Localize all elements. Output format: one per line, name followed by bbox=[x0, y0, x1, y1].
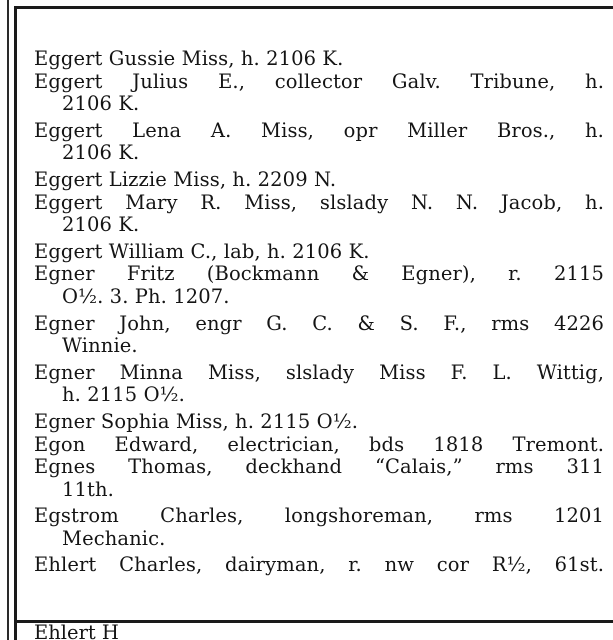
entry-line: Ehlert Charles, dairyman, r. nw cor R½, 61st. bbox=[34, 553, 604, 577]
entry-line: Eggert William C., lab, h. 2106 K. bbox=[34, 239, 370, 263]
entry-continuation: O½. 3. Ph. 1207. bbox=[62, 284, 230, 308]
directory-entry bbox=[34, 505, 604, 550]
entry-line: Egon Edward, electrician, bds 1818 Tremont. bbox=[34, 432, 604, 456]
entry-continuation: 2106 K. bbox=[62, 92, 140, 116]
directory-entry bbox=[34, 554, 604, 577]
entry-line: Egnes Thomas, deckhand “Calais,” rms 311 bbox=[34, 455, 604, 479]
entry-line: Egner Minna Miss, slslady Miss F. L. Wittig, bbox=[34, 360, 604, 384]
page-edge-outer bbox=[7, 0, 9, 640]
directory-entry bbox=[34, 456, 604, 501]
entry-line: Egstrom Charles, longshoreman, rms 1201 bbox=[34, 504, 604, 528]
entry-line: Eggert Julius E., collector Galv. Tribune, h. bbox=[34, 69, 604, 93]
directory-entry bbox=[34, 48, 604, 71]
directory-entry bbox=[34, 71, 604, 116]
directory-entry bbox=[34, 120, 604, 165]
entry-continuation: Winnie. bbox=[62, 334, 138, 358]
directory-entry bbox=[34, 169, 604, 192]
entry-line: Eggert Mary R. Miss, slslady N. N. Jacob, h. bbox=[34, 190, 604, 214]
entry-continuation: 11th. bbox=[62, 477, 114, 501]
page-border-top bbox=[14, 6, 613, 9]
page-border-left bbox=[14, 6, 17, 640]
directory-entry bbox=[34, 313, 604, 358]
directory-entry bbox=[34, 434, 604, 457]
directory-entry bbox=[34, 192, 604, 237]
entry-continuation: 2106 K. bbox=[62, 213, 140, 237]
directory-entry bbox=[34, 263, 604, 308]
entry-continuation: Mechanic. bbox=[62, 526, 166, 550]
directory-listing bbox=[34, 48, 604, 577]
cutoff-entry: Ehlert H bbox=[34, 622, 119, 640]
entry-continuation: h. 2115 O½. bbox=[62, 383, 185, 407]
entry-line: Egner John, engr G. C. & S. F., rms 4226 bbox=[34, 311, 604, 335]
entry-line: Eggert Lena A. Miss, opr Miller Bros., h. bbox=[34, 118, 604, 142]
entry-line: Eggert Lizzie Miss, h. 2209 N. bbox=[34, 167, 337, 191]
directory-entry bbox=[34, 411, 604, 434]
directory-entry bbox=[34, 241, 604, 264]
entry-line: Egner Sophia Miss, h. 2115 O½. bbox=[34, 409, 359, 433]
entry-line: Eggert Gussie Miss, h. 2106 K. bbox=[34, 47, 344, 70]
directory-entry bbox=[34, 362, 604, 407]
entry-line: Egner Fritz (Bockmann & Egner), r. 2115 bbox=[34, 262, 604, 286]
entry-continuation: 2106 K. bbox=[62, 141, 140, 165]
